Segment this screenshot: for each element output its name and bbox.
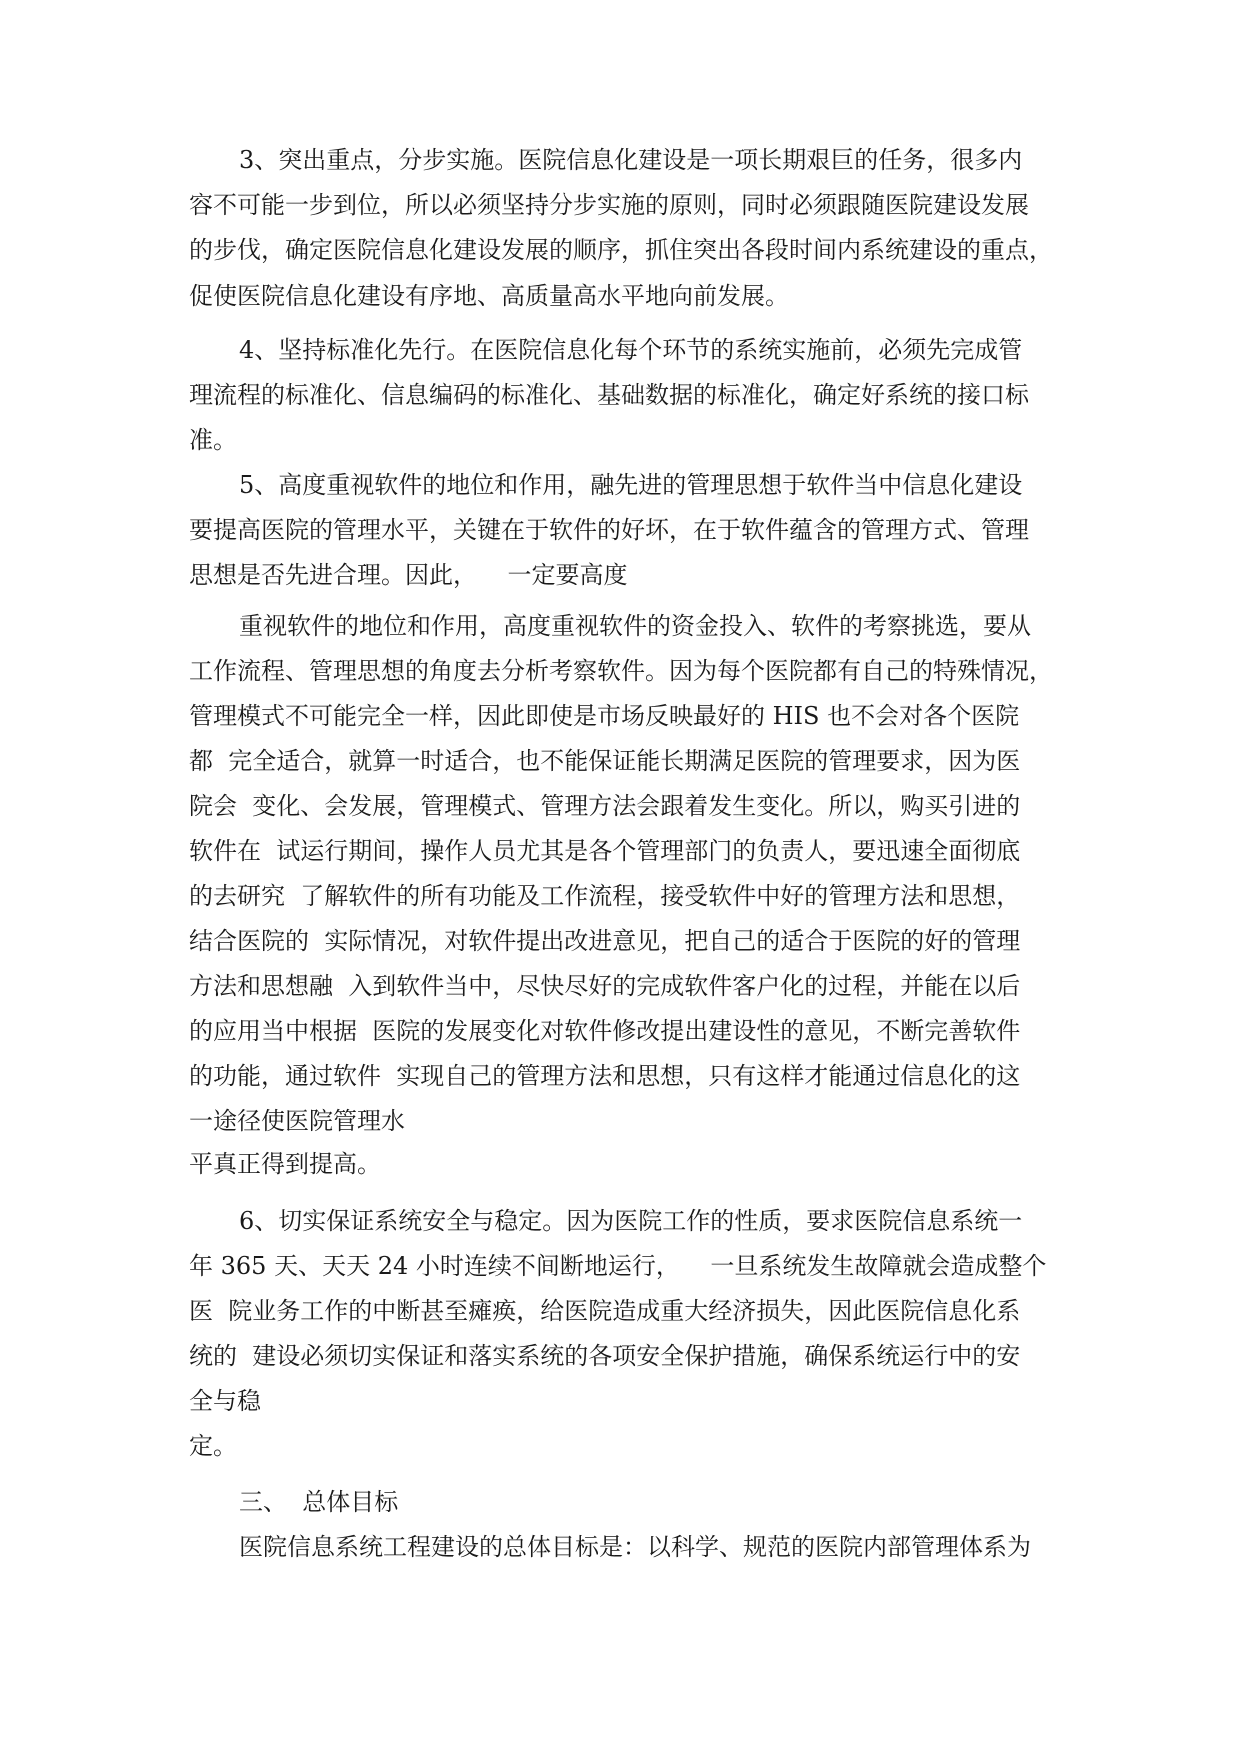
- text-line: 年 365 天、天天 24 小时连续不间断地运行， 一旦系统发生故障就会造成整个: [189, 1252, 1047, 1280]
- text-line: 6、切实保证系统安全与稳定。因为医院工作的性质，要求医院信息系统一: [239, 1207, 1023, 1235]
- text-line: 定。: [189, 1432, 237, 1460]
- text-line: 5、高度重视软件的地位和作用，融先进的管理思想于软件当中信息化建设: [239, 471, 1023, 499]
- text-line: 的去研究 了解软件的所有功能及工作流程，接受软件中好的管理方法和思想，: [189, 882, 1021, 910]
- text-line: 的应用当中根据 医院的发展变化对软件修改提出建设性的意见，不断完善软件: [189, 1017, 1021, 1045]
- text-line: 全与稳: [189, 1387, 261, 1415]
- section-heading: 三、 总体目标: [239, 1488, 399, 1516]
- text-line: 工作流程、管理思想的角度去分析考察软件。因为每个医院都有自己的特殊情况，: [189, 657, 1053, 685]
- text-line: 思想是否先进合理。因此， 一定要高度: [189, 561, 628, 589]
- text-line: 3、突出重点，分步实施。医院信息化建设是一项长期艰巨的任务，很多内: [239, 146, 1023, 174]
- text-line: 医院信息系统工程建设的总体目标是：以科学、规范的医院内部管理体系为: [239, 1533, 1031, 1561]
- text-line: 一途径使医院管理水: [189, 1107, 405, 1135]
- text-line: 软件在 试运行期间，操作人员尤其是各个管理部门的负责人，要迅速全面彻底: [189, 837, 1021, 865]
- text-line: 4、坚持标准化先行。在医院信息化每个环节的系统实施前，必须先完成管: [239, 336, 1023, 364]
- text-line: 院会 变化、会发展，管理模式、管理方法会跟着发生变化。所以，购买引进的: [189, 792, 1021, 820]
- text-line: 的步伐，确定医院信息化建设发展的顺序，抓住突出各段时间内系统建设的重点，: [189, 236, 1053, 264]
- text-line: 重视软件的地位和作用，高度重视软件的资金投入、软件的考察挑选，要从: [239, 612, 1031, 640]
- text-line: 要提高医院的管理水平，关键在于软件的好坏，在于软件蕴含的管理方式、管理: [189, 516, 1029, 544]
- text-line: 准。: [189, 426, 237, 454]
- text-line: 结合医院的 实际情况，对软件提出改进意见，把自己的适合于医院的好的管理: [189, 927, 1021, 955]
- text-line: 理流程的标准化、信息编码的标准化、基础数据的标准化，确定好系统的接口标: [189, 381, 1029, 409]
- text-line: 平真正得到提高。: [189, 1150, 381, 1178]
- text-line: 方法和思想融 入到软件当中，尽快尽好的完成软件客户化的过程，并能在以后: [189, 972, 1021, 1000]
- text-line: 容不可能一步到位，所以必须坚持分步实施的原则，同时必须跟随医院建设发展: [189, 191, 1029, 219]
- text-line: 统的 建设必须切实保证和落实系统的各项安全保护措施，确保系统运行中的安: [189, 1342, 1021, 1370]
- text-line: 都 完全适合，就算一时适合，也不能保证能长期满足医院的管理要求，因为医: [189, 747, 1021, 775]
- text-line: 的功能，通过软件 实现自己的管理方法和思想，只有这样才能通过信息化的这: [189, 1062, 1021, 1090]
- text-line: 促使医院信息化建设有序地、高质量高水平地向前发展。: [189, 282, 789, 310]
- text-line: 管理模式不可能完全一样，因此即使是市场反映最好的 HIS 也不会对各个医院: [189, 702, 1020, 730]
- text-line: 医 院业务工作的中断甚至瘫痪，给医院造成重大经济损失，因此医院信息化系: [189, 1297, 1021, 1325]
